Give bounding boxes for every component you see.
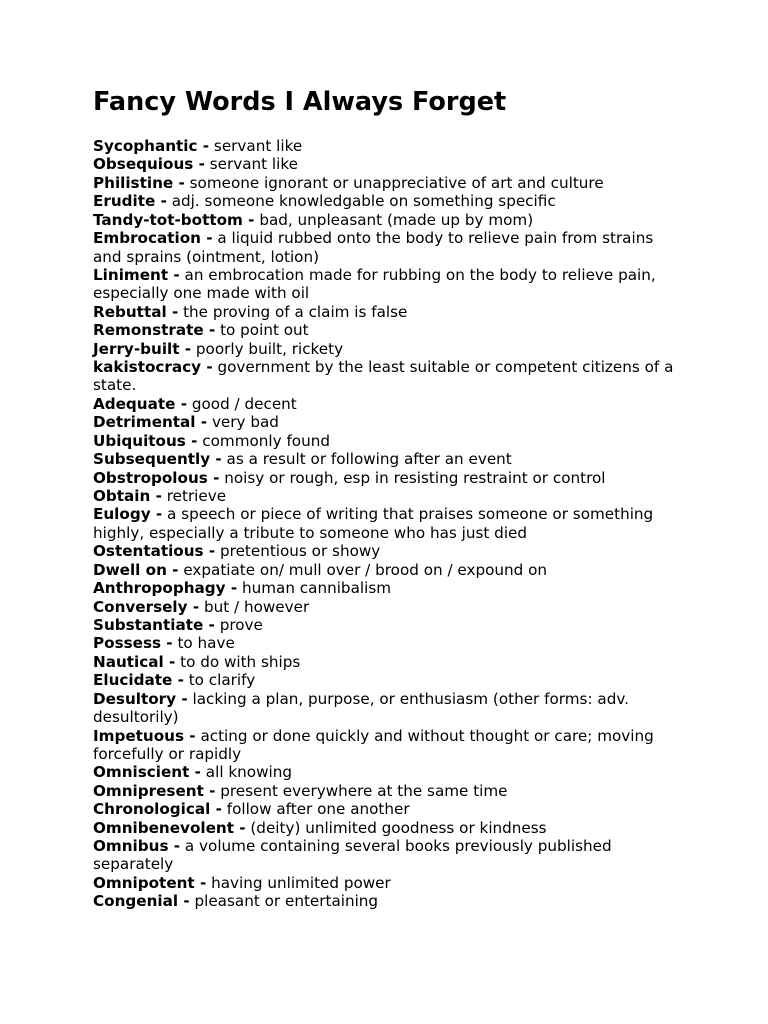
word-entry	[93, 819, 679, 837]
word-entry	[93, 579, 679, 597]
word-term: Omniscient -	[93, 763, 201, 782]
word-definition: (deity) unlimited goodness or kindness	[250, 818, 547, 837]
word-term: Erudite -	[93, 192, 167, 211]
word-term: Obsequious -	[93, 155, 205, 174]
word-definition: pleasant or entertaining	[194, 892, 379, 911]
word-definition: as a result or following after an event	[226, 450, 512, 469]
word-term: Detrimental -	[93, 413, 208, 432]
word-definition: expatiate on/ mull over / brood on / expound on	[183, 560, 548, 579]
word-entry	[93, 763, 679, 781]
word-entry	[93, 340, 679, 358]
word-term: Conversely -	[93, 597, 200, 616]
word-definition: very bad	[211, 413, 279, 432]
word-term: Possess -	[93, 634, 173, 653]
word-entry	[93, 616, 679, 634]
word-entry	[93, 229, 679, 266]
word-definition: government by the least suitable or competent citizens of a state.	[93, 358, 674, 395]
word-definition: having unlimited power	[211, 873, 391, 892]
word-entry	[93, 321, 679, 339]
word-entry	[93, 266, 679, 303]
word-entry	[93, 690, 679, 727]
word-definition: to clarify	[188, 671, 256, 690]
word-definition: servant like	[209, 155, 298, 174]
word-definition: servant like	[213, 137, 303, 155]
word-term: Tandy-tot-bottom -	[93, 210, 255, 229]
word-term: Chronological -	[93, 800, 222, 819]
word-term: Dwell on -	[93, 560, 179, 579]
word-entry	[93, 303, 679, 321]
word-term: Congenial -	[93, 892, 190, 911]
word-term: Elucidate -	[93, 671, 184, 690]
word-definition: adj. someone knowledgable on something specific	[171, 192, 556, 211]
word-definition: acting or done quickly and without thought or care; moving forcefully or rapidly	[93, 726, 654, 763]
word-entry	[93, 155, 679, 173]
word-term: Eulogy -	[93, 505, 163, 524]
word-entry	[93, 542, 679, 560]
word-definition: an embrocation made for rubbing on the body to relieve pain, especially one made with oil	[93, 265, 656, 303]
word-definition: prove	[219, 615, 263, 634]
page-title: Fancy Words I Always Forget	[93, 87, 507, 117]
word-entry	[93, 561, 679, 579]
word-term: Adequate -	[93, 394, 188, 413]
word-entry	[93, 137, 679, 155]
word-entry	[93, 892, 679, 910]
word-term: Substantiate -	[93, 615, 215, 634]
word-entry	[93, 874, 679, 892]
word-entry	[93, 469, 679, 487]
word-definition: a liquid rubbed onto the body to relieve pain from strains and sprains (ointment, lotion)	[93, 229, 654, 266]
word-definition: poorly built, rickety	[195, 339, 344, 358]
word-entry	[93, 487, 679, 505]
word-definition: commonly found	[202, 431, 330, 450]
word-entry	[93, 192, 679, 210]
word-definition: noisy or rough, esp in resisting restraint or control	[224, 468, 606, 487]
word-term: Rebuttal -	[93, 302, 179, 321]
word-entry	[93, 653, 679, 671]
word-definition: human cannibalism	[242, 579, 392, 598]
word-definition: follow after one another	[226, 800, 410, 819]
word-term: Ostentatious -	[93, 542, 216, 561]
word-term: Omnibus -	[93, 837, 181, 856]
word-entry	[93, 211, 679, 229]
word-term: kakistocracy -	[93, 358, 213, 377]
word-entry	[93, 800, 679, 818]
word-entry	[93, 727, 679, 764]
word-term: Nautical -	[93, 652, 176, 671]
word-definition: but / however	[203, 597, 310, 616]
word-term: Desultory -	[93, 689, 188, 708]
word-term: Sycophantic -	[93, 137, 210, 155]
word-entry	[93, 505, 679, 542]
word-entry	[93, 598, 679, 616]
word-definition: to point out	[220, 321, 309, 340]
word-entry	[93, 432, 679, 450]
word-definition: good / decent	[191, 394, 297, 413]
word-entry	[93, 395, 679, 413]
word-definition: bad, unpleasant (made up by mom)	[259, 210, 534, 229]
word-entry	[93, 837, 679, 874]
word-definition: to have	[177, 634, 235, 653]
word-definition: retrieve	[166, 487, 227, 506]
word-term: Ubiquitous -	[93, 431, 198, 450]
word-term: Obstropolous -	[93, 468, 220, 487]
word-term: Subsequently -	[93, 450, 222, 469]
word-definition: all knowing	[205, 763, 292, 782]
word-entry	[93, 634, 679, 652]
word-entry	[93, 358, 679, 395]
word-definition: present everywhere at the same time	[220, 781, 508, 800]
word-term: Impetuous -	[93, 726, 196, 745]
word-term: Omnibenevolent -	[93, 818, 246, 837]
word-term: Philistine -	[93, 173, 185, 192]
word-entry	[93, 782, 679, 800]
word-list	[93, 137, 679, 911]
word-definition: pretentious or showy	[220, 542, 381, 561]
word-definition: the proving of a claim is false	[183, 302, 408, 321]
word-term: Omnipotent -	[93, 873, 207, 892]
word-term: Jerry-built -	[93, 339, 192, 358]
word-entry	[93, 671, 679, 689]
word-definition: lacking a plan, purpose, or enthusiasm (other forms: adv. desultorily)	[93, 689, 629, 727]
word-entry	[93, 450, 679, 468]
word-definition: someone ignorant or unappreciative of art and culture	[189, 173, 604, 192]
word-term: Remonstrate -	[93, 321, 216, 340]
word-definition: to do with ships	[180, 652, 301, 671]
word-term: Omnipresent -	[93, 781, 216, 800]
word-entry	[93, 413, 679, 431]
word-term: Obtain -	[93, 487, 162, 506]
word-term: Liniment -	[93, 265, 180, 284]
word-term: Embrocation -	[93, 229, 213, 248]
word-definition: a speech or piece of writing that praises someone or something highly, especially a tribute to someone who has just died	[93, 505, 654, 542]
word-term: Anthropophagy -	[93, 579, 238, 598]
word-entry	[93, 174, 679, 192]
word-definition: a volume containing several books previously published separately	[93, 837, 612, 874]
